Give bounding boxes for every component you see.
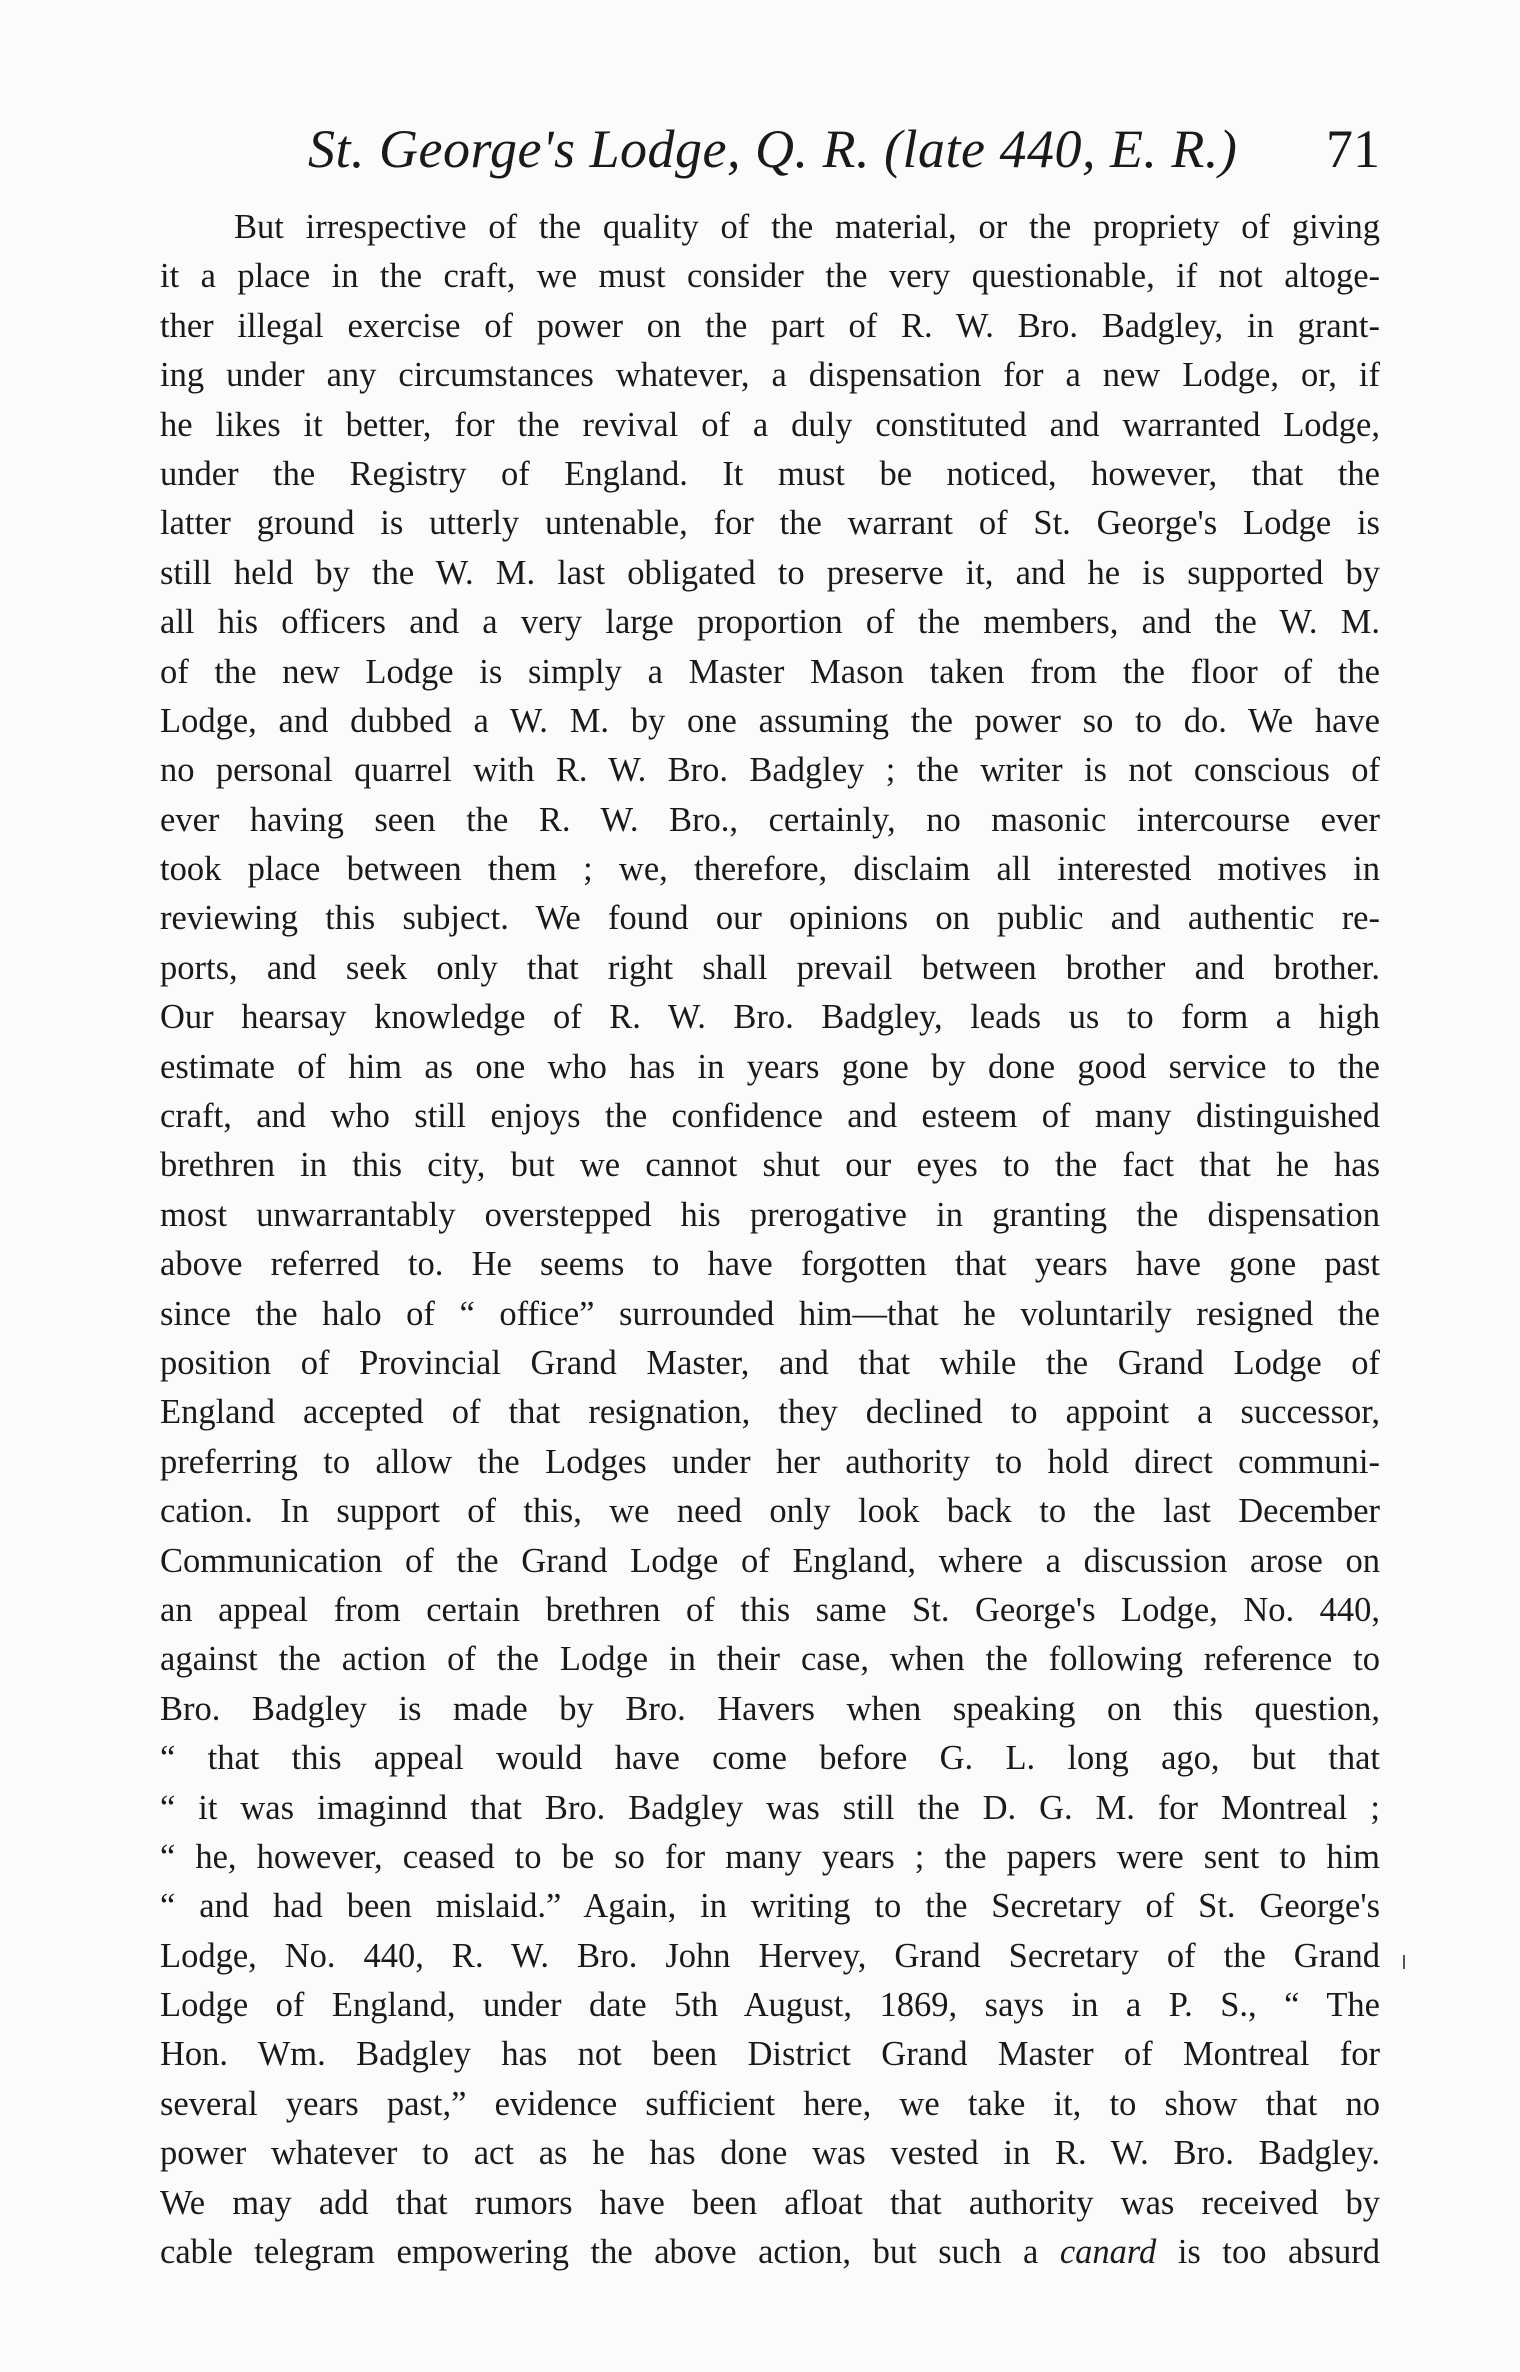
text-line: Hon. Wm. Badgley has not been District Grand Master of Montreal for [160,2035,1380,2074]
text-line: ever having seen the R. W. Bro., certainly, no masonic intercourse ever [160,800,1380,839]
text-line: “ that this appeal would have come before G. L. long ago, but that [160,1739,1380,1778]
text-line: “ it was imaginnd that Bro. Badgley was still the D. G. M. for Montreal ; [160,1788,1380,1827]
text-line: against the action of the Lodge in their case, when the following reference to [160,1640,1380,1679]
text-line: he likes it better, for the revival of a duly constituted and warranted Lodge, [160,405,1380,444]
text-line: Communication of the Grand Lodge of England, where a discussion arose on [160,1541,1380,1580]
text-line: of the new Lodge is simply a Master Mason taken from the floor of the [160,652,1380,691]
text-line: England accepted of that resignation, they declined to appoint a successor, [160,1393,1380,1432]
text-line: preferring to allow the Lodges under her authority to hold direct communi- [160,1442,1380,1481]
page-number: 71 [1326,119,1380,179]
text-line: ports, and seek only that right shall prevail between brother and brother. [160,948,1380,987]
text-line: Lodge, No. 440, R. W. Bro. John Hervey, Grand Secretary of the Grand [160,1936,1380,1975]
emphasized-word: canard [1059,2233,1157,2272]
text-line: all his officers and a very large proportion of the members, and the W. M. [160,603,1380,642]
text-line-last [160,2228,1380,2277]
text-line: craft, and who still enjoys the confidence and esteem of many distinguished [160,1097,1380,1136]
text-line: latter ground is utterly untenable, for the warrant of St. George's Lodge is [160,504,1380,543]
text-line: still held by the W. M. last obligated to preserve it, and he is supported by [160,553,1380,592]
text-line: ther illegal exercise of power on the part of R. W. Bro. Badgley, in grant- [160,306,1380,345]
running-title: St. George's Lodge, Q. R. (late 440, E. R.) [308,119,1238,179]
text-line: brethren in this city, but we cannot shut our eyes to the fact that he has [160,1146,1380,1185]
text-line: since the halo of “ office” surrounded him—that he voluntarily resigned the [160,1294,1380,1333]
text-line: position of Provincial Grand Master, and that while the Grand Lodge of [160,1343,1380,1382]
text-line: above referred to. He seems to have forgotten that years have gone past [160,1245,1380,1284]
text-line: under the Registry of England. It must be noticed, however, that the [160,454,1380,493]
text-segment: is too absurd [1156,2233,1380,2272]
margin-mark [1403,1955,1405,1969]
text-segment: cable telegram empowering the above action, but such a [160,2233,1060,2272]
text-line: Lodge, and dubbed a W. M. by one assuming the power so to do. We have [160,701,1380,740]
text-line: We may add that rumors have been afloat that authority was received by [160,2183,1380,2222]
text-line: no personal quarrel with R. W. Bro. Badgley ; the writer is not conscious of [160,751,1380,790]
text-line: “ he, however, ceased to be so for many years ; the papers were sent to him [160,1837,1380,1876]
text-line: it a place in the craft, we must consider the very questionable, if not altoge- [160,257,1380,296]
text-line: most unwarrantably overstepped his prerogative in granting the dispensation [160,1195,1380,1234]
text-line: Our hearsay knowledge of R. W. Bro. Badgley, leads us to form a high [160,998,1380,1037]
text-line: “ and had been mislaid.” Again, in writing to the Secretary of St. George's [160,1887,1380,1926]
text-line: power whatever to act as he has done was vested in R. W. Bro. Badgley. [160,2134,1380,2173]
text-line: Lodge of England, under date 5th August, 1869, says in a P. S., “ The [160,1986,1380,2025]
text-line: But irrespective of the quality of the material, or the propriety of giving [234,208,1380,246]
text-line: reviewing this subject. We found our opinions on public and authentic re- [160,899,1380,938]
text-line: an appeal from certain brethren of this same St. George's Lodge, No. 440, [160,1590,1380,1629]
text-line: took place between them ; we, therefore, disclaim all interested motives in [160,850,1380,889]
text-line: several years past,” evidence sufficient here, we take it, to show that no [160,2084,1380,2123]
text-line: Bro. Badgley is made by Bro. Havers when speaking on this question, [160,1689,1380,1728]
page-header [160,112,1380,186]
text-line: ing under any circumstances whatever, a dispensation for a new Lodge, or, if [160,356,1380,395]
text-line: estimate of him as one who has in years gone by done good service to the [160,1047,1380,1086]
body-paragraph [160,203,1380,2277]
text-line: cation. In support of this, we need only look back to the last December [160,1492,1380,1531]
